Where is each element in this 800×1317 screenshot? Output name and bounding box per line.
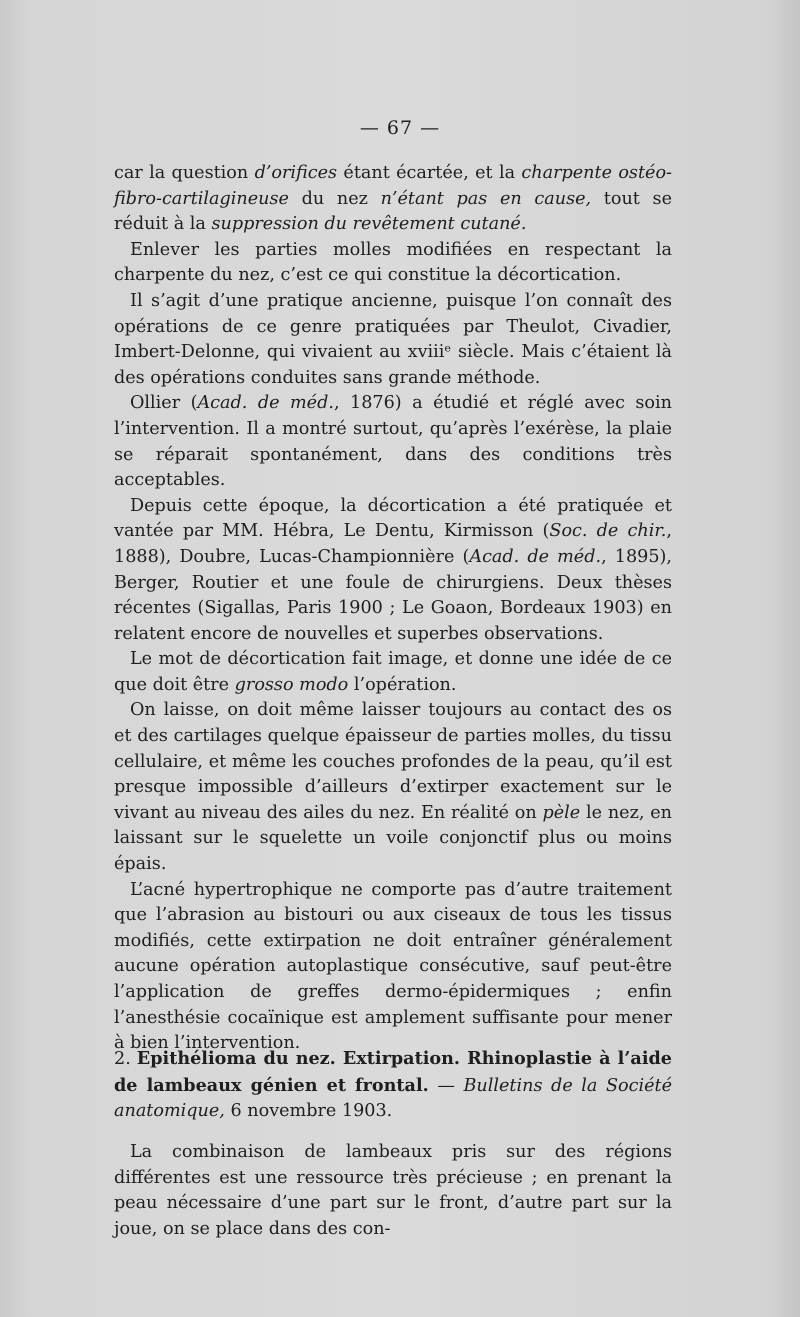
text-run: du nez (288, 188, 381, 209)
section-number: 2. (114, 1049, 131, 1069)
text-run: car la question (114, 163, 255, 183)
body-text (114, 161, 672, 1057)
paragraph (114, 698, 672, 877)
text-run: étant écartée, et la (337, 163, 522, 183)
italic-text: Soc. de chir. (549, 521, 667, 542)
text-run: Enlever les parties molles modifiées en respectant la charpente du nez, c’est ce qui constitue la décortication. (114, 239, 672, 286)
section-heading (114, 1046, 672, 1125)
paragraph (114, 238, 672, 289)
text-run: L’acné hypertrophique ne comporte pas d’autre traitement que l’abrasion au bistouri ou aux ciseaux de tous les tissus modifiés, cette extirpation ne doit entraîner généralement aucune opération autoplastique consécutive, sauf peut-être l’application de greffes dermo-épidermiques ; enfin l’anesthésie cocaïnique est amplement suffisante pour mener à bien l’intervention. (114, 879, 672, 1054)
page-number: — 67 — (359, 117, 441, 139)
paragraph (114, 161, 672, 238)
paragraph (114, 289, 672, 391)
italic-text: grosso modo (234, 674, 349, 695)
closing-paragraph (114, 1140, 672, 1242)
section-dash: — (428, 1075, 464, 1096)
text-run: , 1876) a étudié et réglé avec soin l’intervention. Il a montré surtout, qu’après l’exérèse, la plaie se réparait spontanément, dans des conditions très acceptables. (114, 393, 672, 491)
italic-text: Acad. de méd. (469, 546, 602, 567)
text-run: le nez, en laissant sur le squelette un voile conjonctif plus ou moins épais. (114, 802, 672, 875)
text-run: , 1895), Berger, Routier et une foule de chirurgiens. Deux thèses récentes (Sigallas, Paris 1900 ; Le Goaon, Bordeaux 1903) en relatent encore de nouvelles et superbes observations. (114, 546, 672, 644)
italic-text: n’étant pas en cause, (380, 188, 592, 209)
italic-text: d’orifices (254, 163, 338, 183)
paragraph (114, 647, 672, 698)
paragraph (114, 878, 672, 1057)
section-title: Epithélioma du nez. Extirpation. Rhinoplastie à l’aide de lambeaux génien et frontal. (114, 1048, 672, 1096)
italic-text: suppression du revêtement cutané. (211, 214, 527, 235)
paragraph (114, 391, 672, 493)
text-run: Il s’agit d’une pratique ancienne, puisque l’on connaît des opérations de ce genre pratiquées par Theulot, Civadier, Imbert-Delonne, qui vivaient au xviiiᵉ siècle. Mais c’étaient là des opérations conduites sans grande méthode. (114, 290, 672, 388)
section-date: 6 novembre 1903. (224, 1101, 393, 1122)
text-run: tout se réduit à la (114, 188, 672, 235)
text-run: , 1888), Doubre, Lucas-Championnière ( (114, 521, 672, 567)
text-run: On laisse, on doit même laisser toujours au contact des os et des cartilages quelque épaisseur de parties molles, du tissu cellulaire, et même les couches profondes de la peau, qu’il est presque impossible d’ailleurs d’extirper exactement sur le vivant au niveau des ailes du nez. En réalité on (114, 700, 672, 823)
italic-text: charpente ostéo-fibro-cartilagineuse (114, 163, 672, 209)
text-run: Le mot de décortication fait image, et donne une idée de ce que doit être (114, 649, 672, 695)
text-run: l’opération. (348, 674, 457, 695)
text-run: Ollier ( (130, 393, 198, 414)
paragraph: La combinaison de lambeaux pris sur des régions différentes est une ressource très précieuse ; en prenant la peau nécessaire d’une part sur le front, d’autre part sur la joue, on se place dans des con- (114, 1142, 672, 1239)
italic-text: pèle (542, 802, 581, 823)
paragraph (114, 494, 672, 648)
italic-text: Acad. de méd. (197, 393, 334, 414)
text-run: Depuis cette époque, la décortication a été pratiquée et vantée par MM. Hébra, Le Dentu, Kirmisson ( (114, 495, 672, 542)
section-reference: Bulletins de la Société anatomique, (114, 1075, 672, 1122)
